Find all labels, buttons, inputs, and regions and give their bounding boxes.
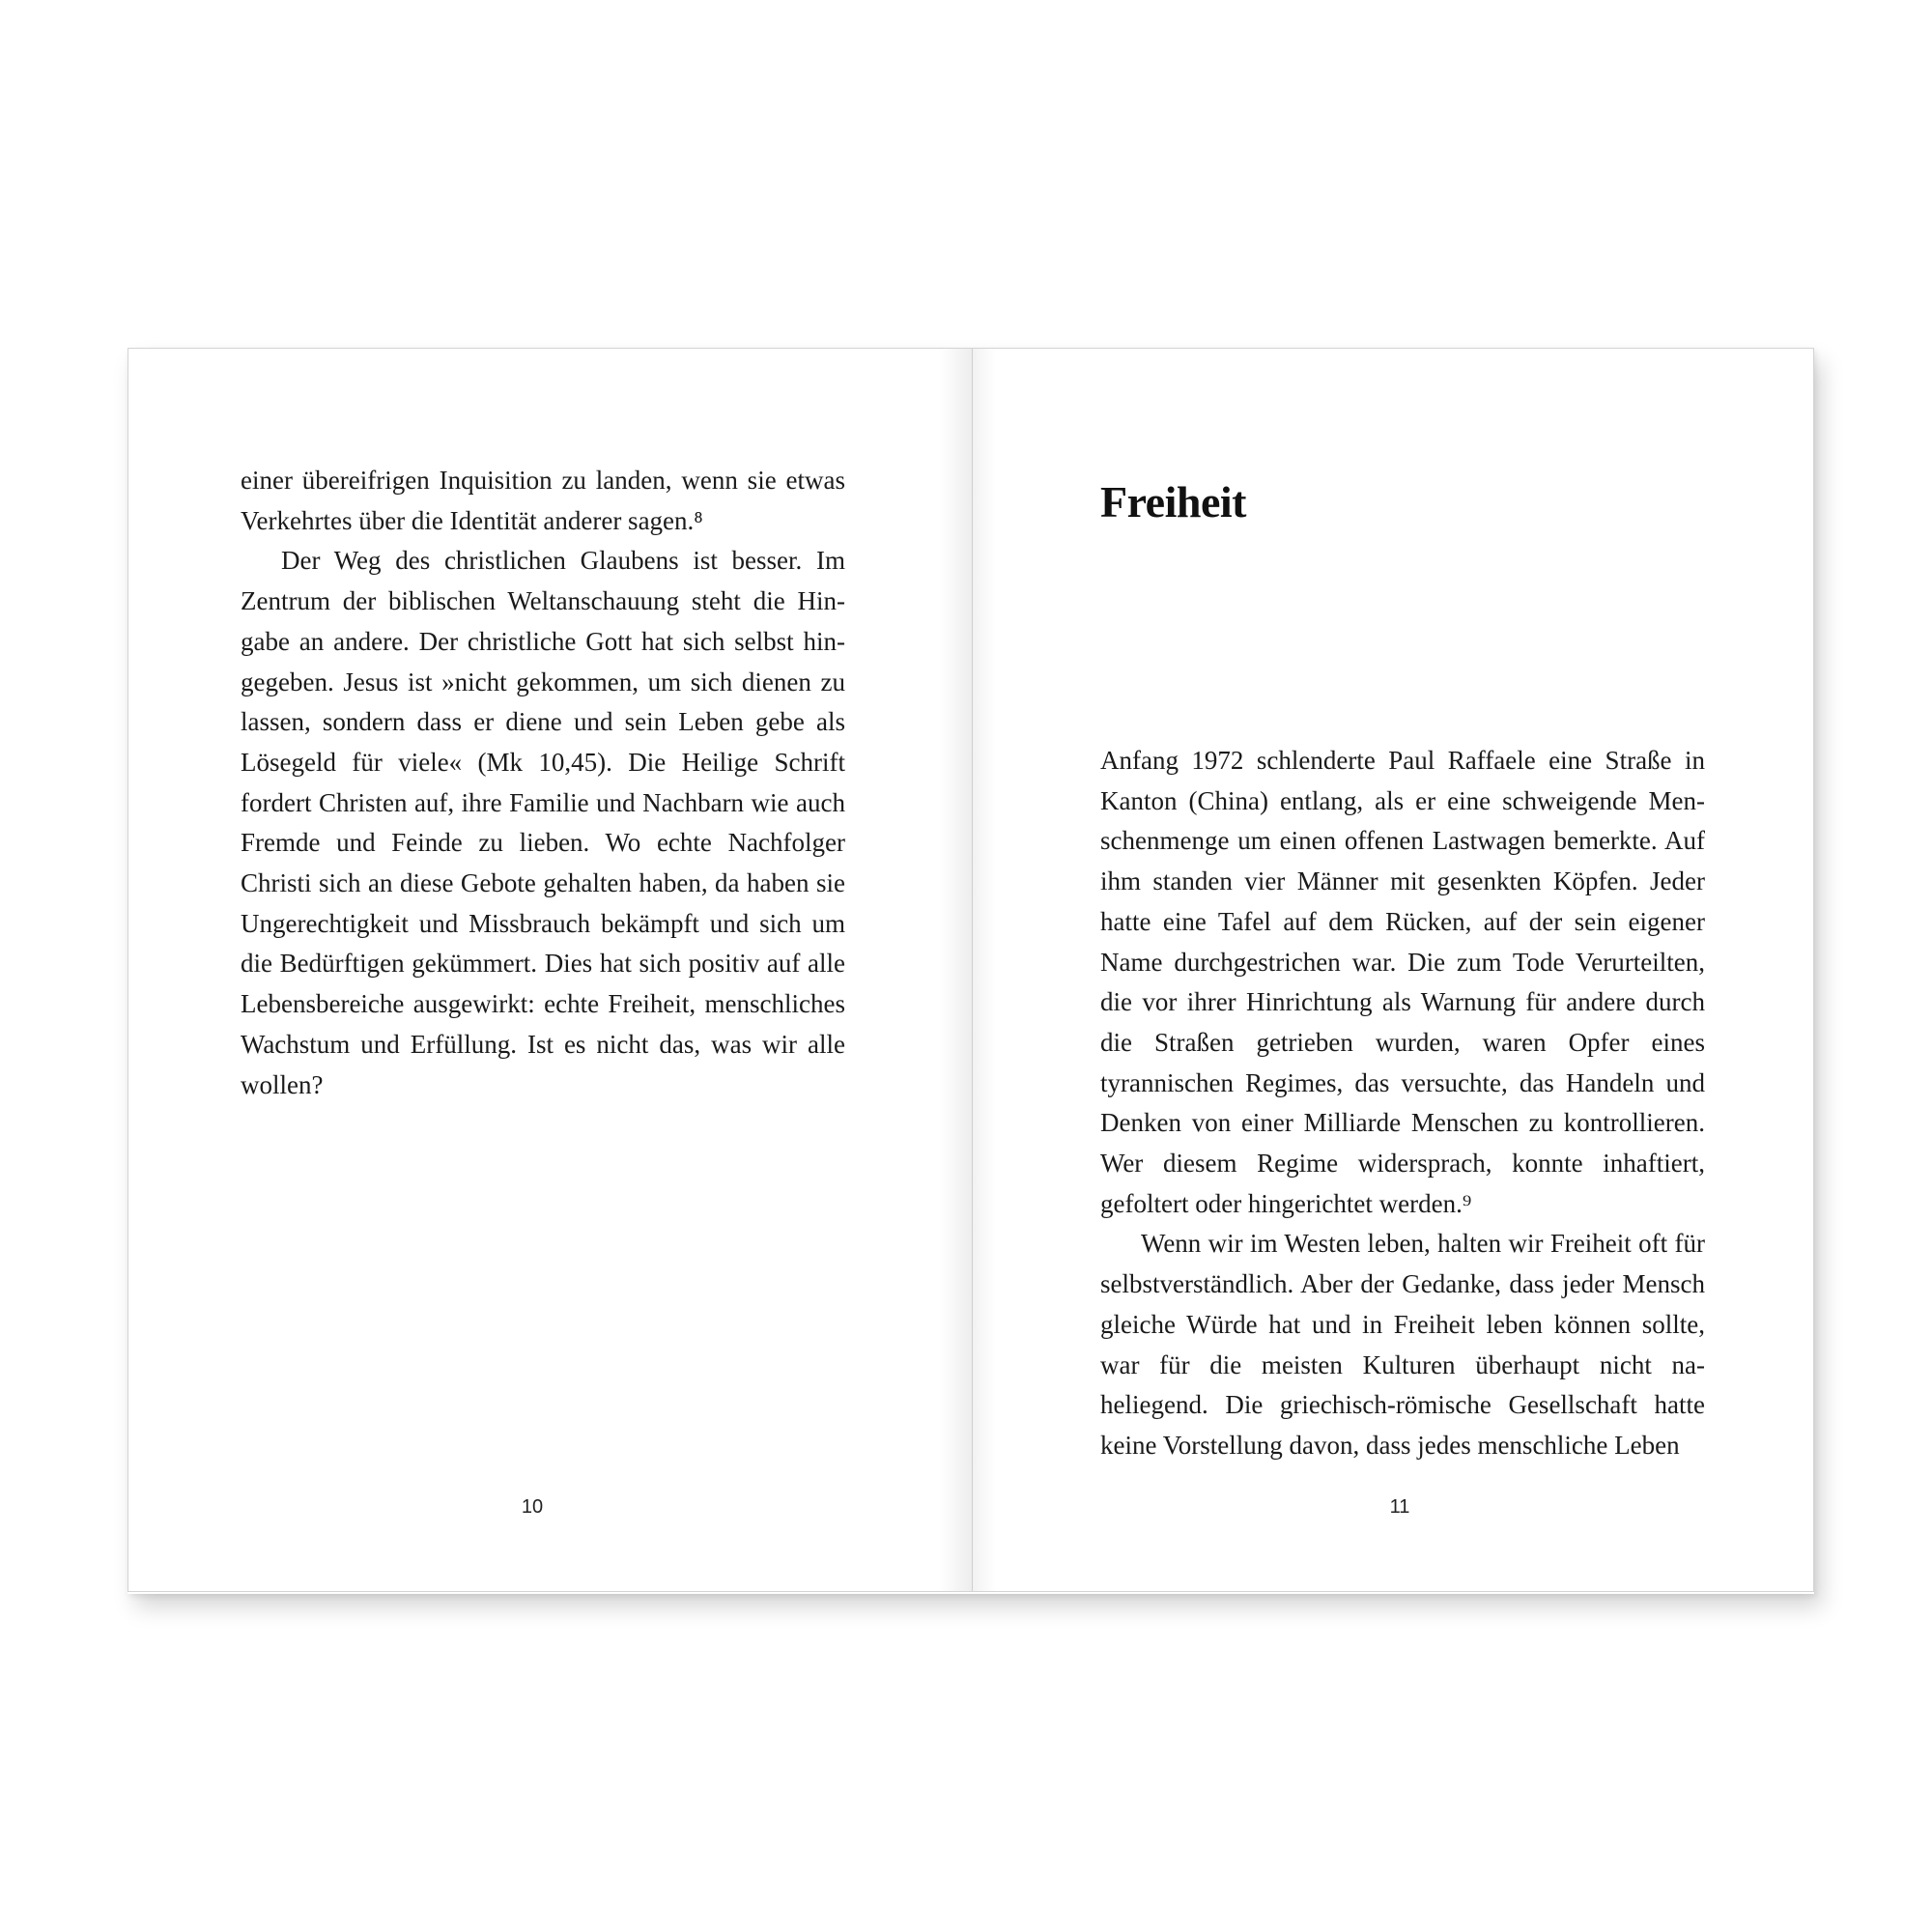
left-paragraph-1: einer übereifrigen Inquisition zu landen, wenn sie etwas Verkehrtes über die Identität anderer sagen.⁸	[241, 466, 845, 535]
right-paragraph-1: Anfang 1972 schlenderte Paul Raffaele eine Straße in Kanton (China) entlang, als er eine schweigende Menschenmenge um einen offenen Lastwagen bemerkte. Auf ihm standen vier Männer mit gesenkten Köpfen. Jeder hatte eine Tafel auf dem Rücken, auf der sein eigener Name durchgestrichen war. Die zum Tode Verurteilten, die vor ihrer Hinrichtung als Warnung für andere durch die Straßen getrieben wurden, waren Opfer eines tyrannischen Regimes, das versuchte, das Handeln und Denken von einer Milliarde Menschen zu kontrollieren. Wer diesem Regime widersprach, konnte inhaftiert, gefoltert oder hingerichtet werden.⁹	[1100, 746, 1705, 1218]
left-page	[128, 348, 972, 1592]
left-paragraph-2: Der Weg des christlichen Glaubens ist besser. Im Zentrum der biblischen Weltanschauung steht die Hingabe an andere. Der christliche Gott hat sich selbst hingegeben. Jesus ist »nicht gekommen, um sich dienen zu lassen, sondern dass er diene und sein Leben gebe als Lösegeld für viele« (Mk 10,45). Die Heilige Schrift fordert Christen auf, ihre Familie und Nachbarn wie auch Fremde und Feinde zu lieben. Wo echte Nachfolger Christi sich an diese Gebote gehalten haben, da haben sie Ungerechtigkeit und Missbrauch bekämpft und sich um die Bedürftigen gekümmert. Dies hat sich positiv auf alle Lebensbereiche ausgewirkt: echte Freiheit, menschliches Wachstum und Erfüllung. Ist es nicht das, was wir alle wollen?	[241, 546, 845, 1099]
right-page	[972, 348, 1814, 1592]
right-paragraph-2: Wenn wir im Westen leben, halten wir Freiheit oft für selbstverständlich. Aber der Gedanke, dass jeder Mensch gleiche Würde hat und in Freiheit leben können sollte, war für die meisten Kulturen überhaupt nicht naheliegend. Die griechisch-römische Gesellschaft hatte keine Vorstellung davon, dass jedes menschliche Leben	[1100, 1229, 1705, 1460]
chapter-title: Freiheit	[1100, 477, 1246, 526]
book-spread	[128, 348, 1814, 1594]
page-number-left: 10	[521, 1496, 544, 1518]
right-page-body	[1100, 741, 1705, 1466]
page-number-right: 11	[1389, 1496, 1410, 1518]
left-page-body	[241, 461, 845, 1105]
